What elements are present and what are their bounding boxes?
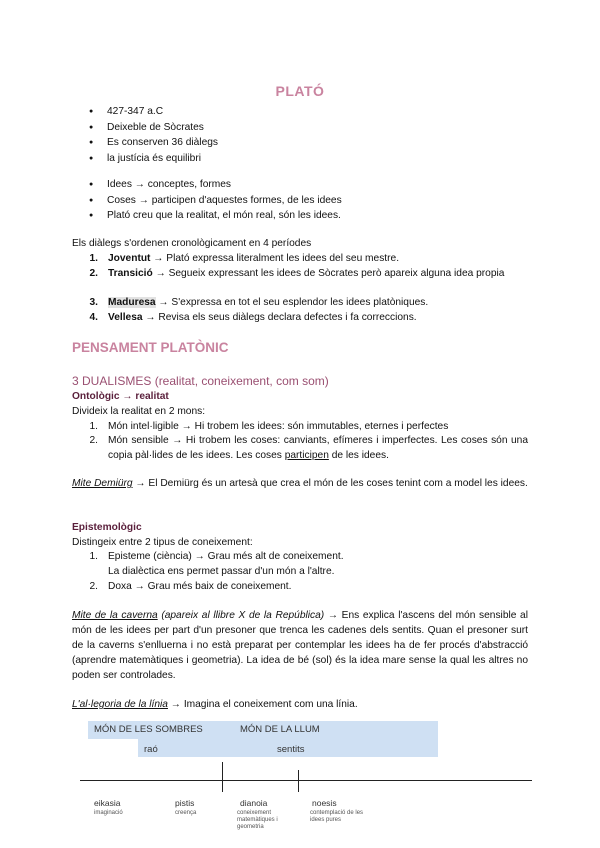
item-number: 2. <box>89 581 98 592</box>
epistemologic-item-1: Episteme (ciència) → Grau més alt de coneixement. <box>108 551 344 562</box>
list-item: ● Deixeble de Sòcrates <box>72 120 218 136</box>
period-4 <box>108 310 417 325</box>
item-number: 1. <box>89 551 98 562</box>
ontologic-item-2 <box>108 433 528 463</box>
section-heading: PENSAMENT PLATÒNIC <box>72 340 229 355</box>
dualismes-heading: 3 DUALISMES (realitat, coneixement, com som) <box>72 374 329 388</box>
epistemologic-intro: Distingeix entre 2 tipus de coneixement: <box>72 537 253 548</box>
item-text: de les idees. <box>328 450 389 461</box>
diagram-tick <box>298 770 299 792</box>
list-item: ● Idees → conceptes, formes <box>72 177 342 193</box>
period-term: Maduresa <box>108 297 156 308</box>
mite-text: → El Demiürg és un artesà que crea el món de les coses tenint com a model les idees. <box>132 478 528 489</box>
list-item: ● la justícia és equilibri <box>72 151 218 167</box>
list-item: ● 427-347 a.C <box>72 104 218 120</box>
tick-desc: coneixement matemàtiques i geometria <box>237 810 278 830</box>
period-1 <box>108 251 399 266</box>
ontologic-heading: Ontològic → realitat <box>72 391 169 402</box>
period-text: → Segueix expressant les idees de Sòcrates però apareix alguna idea propia <box>152 268 505 279</box>
alegoria <box>72 697 358 712</box>
period-number: 1. <box>89 253 98 264</box>
page-title: PLATÓ <box>275 83 325 99</box>
diagram-label-sombres: MÓN DE LES SOMBRES <box>94 724 203 735</box>
list-item: ● Coses → participen d'aquestes formes, de les idees <box>72 193 342 209</box>
epistemologic-item-2: Doxa → Grau més baix de coneixement. <box>108 581 292 592</box>
bio-list <box>72 104 218 166</box>
mite-caverna <box>72 608 528 683</box>
alegoria-text: → Imagina el coneixement com una línia. <box>167 699 358 710</box>
diagram-tick <box>222 762 223 792</box>
mite-text: → Ens explica l'ascens del món sensible al món de les idees per part d'un presoner que trenca les cadenes dels sentits. Quan el presoner surt de la caverns s'enlluerna i no està preparat per contemplar les idees ha de fer procés d'abstracció (aprendre matemàtiques i geometria). La idea de bé (sol) és la idea mare sense la qual les altres no poden ser controlades. <box>72 610 528 681</box>
period-number: 4. <box>89 312 98 323</box>
concepts-list <box>72 177 342 224</box>
period-term: Joventut <box>108 253 151 264</box>
mite-demiurg <box>72 476 528 491</box>
period-2 <box>108 266 528 281</box>
period-text: → S'expressa en tot el seu esplendor les idees platòniques. <box>155 297 429 308</box>
mite-label: Mite Demiürg <box>72 478 133 489</box>
diagram-label-llum: MÓN DE LA LLUM <box>240 724 320 735</box>
tick-desc: contemplació de les idees pures <box>310 810 364 823</box>
alegoria-label: L'al·legoria de la línia <box>72 699 168 710</box>
period-number: 3. <box>89 297 98 308</box>
mite-paren: (apareix al llibre X de la República) <box>157 610 325 621</box>
item-number: 1. <box>89 421 98 432</box>
tick-name: pistis <box>175 798 195 808</box>
ontologic-item-1: Món intel·ligible → Hi trobem les idees: són immutables, eternes i perfectes <box>108 421 449 432</box>
item-text: Món sensible → Hi trobem les coses: canviants, efímeres i imperfectes. Les coses són una copia pàl·lides de les idees. Les coses <box>108 435 528 461</box>
period-3 <box>108 295 428 310</box>
period-term: Transició <box>108 268 153 279</box>
ontologic-intro: Divideix la realitat en 2 mons: <box>72 406 206 417</box>
period-text: → Plató expressa literalment les idees del seu mestre. <box>150 253 400 264</box>
tick-desc: creença <box>175 810 197 816</box>
diagram-label-sentits: sentits <box>277 744 305 755</box>
tick-name: eikasia <box>94 798 121 808</box>
epistemologic-heading: Epistemològic <box>72 522 142 533</box>
dialogs-intro: Els diàlegs s'ordenen cronològicament en 4 períodes <box>72 238 312 249</box>
period-term: Vellesa <box>108 312 143 323</box>
tick-name: dianoia <box>240 798 268 808</box>
list-item: ● Plató creu que la realitat, el món real, són les idees. <box>72 208 342 224</box>
list-item: ● Es conserven 36 diàlegs <box>72 135 218 151</box>
epistemologic-item-1-line2: La dialèctica ens permet passar d'un món a l'altre. <box>108 566 335 577</box>
diagram-axis <box>80 780 532 781</box>
tick-name: noesis <box>312 798 337 808</box>
period-number: 2. <box>89 268 98 279</box>
diagram-label-rao: raó <box>144 744 158 755</box>
item-underlined: participen <box>284 450 329 461</box>
item-number: 2. <box>89 435 98 446</box>
mite-label: Mite de la caverna <box>72 610 158 621</box>
tick-desc: imaginació <box>94 810 123 816</box>
line-diagram <box>72 718 532 838</box>
period-text: → Revisa els seus diàlegs declara defectes i fa correccions. <box>142 312 417 323</box>
